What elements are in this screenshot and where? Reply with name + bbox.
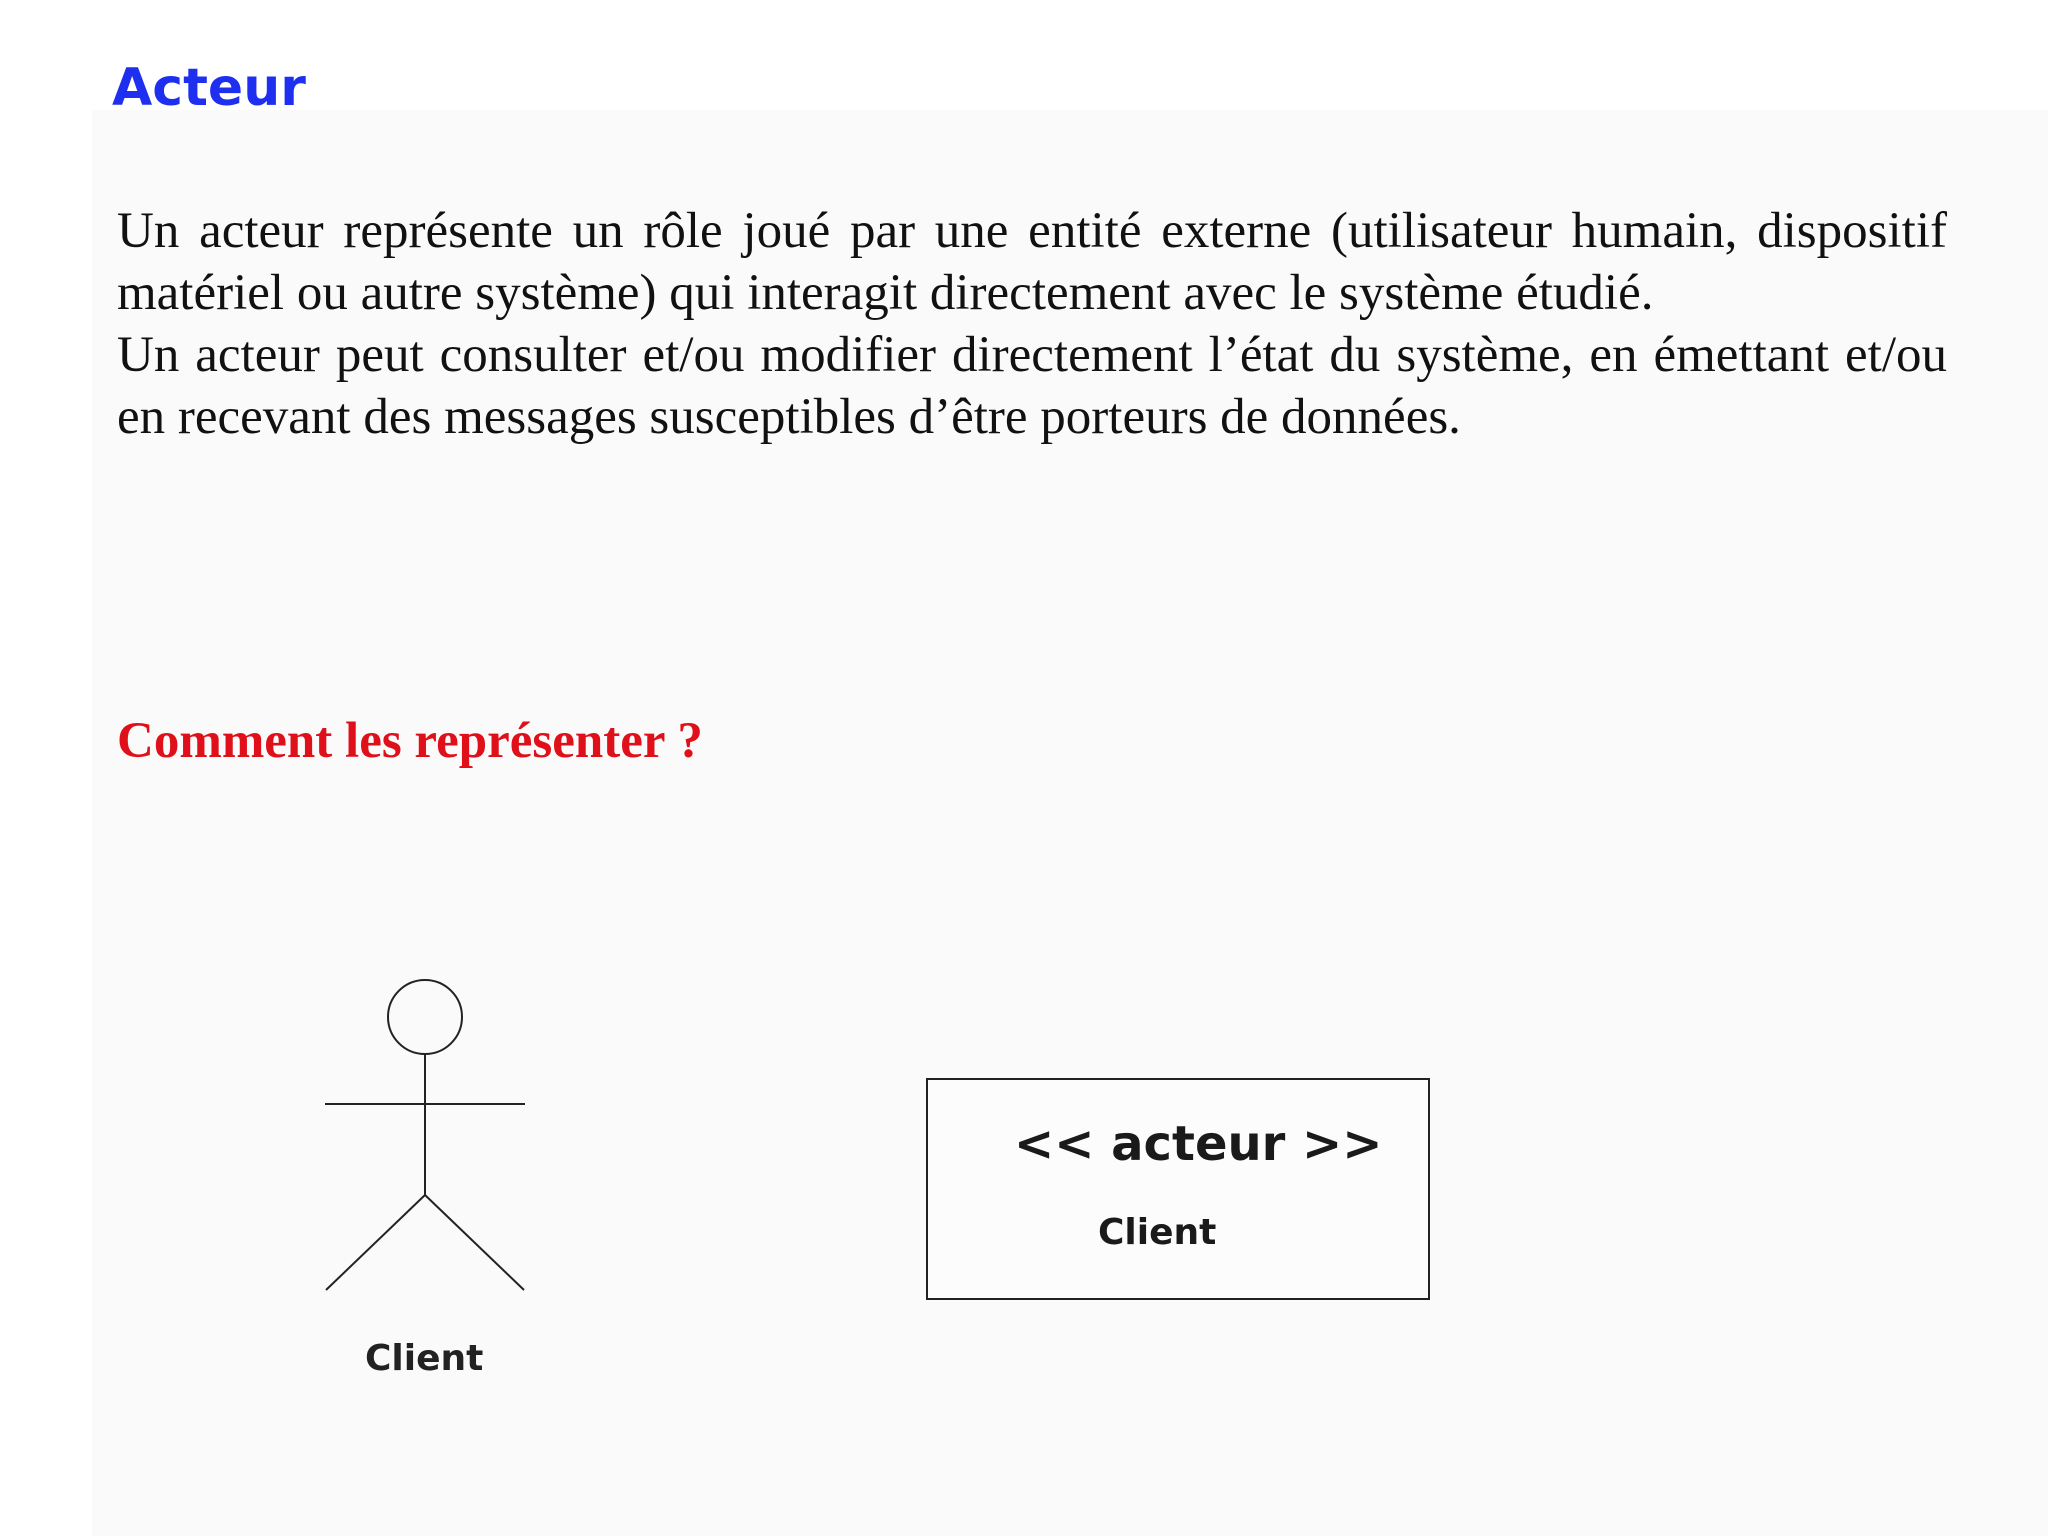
stereotype-label: << acteur >> bbox=[1014, 1116, 1383, 1172]
stick-figure-right-leg bbox=[425, 1195, 524, 1290]
stick-figure-label: Client bbox=[365, 1338, 484, 1379]
paragraph-interaction: Un acteur peut consulter et/ou modifier directement l’état du système, en émettant et/ou en recevant des messages susceptibles d’être porteurs de données. bbox=[117, 327, 1947, 445]
stick-figure-actor-icon bbox=[300, 970, 560, 1310]
stick-figure-left-leg bbox=[326, 1195, 425, 1290]
stick-figure-head bbox=[388, 980, 462, 1054]
definition-text bbox=[117, 200, 1947, 448]
actor-box-name: Client bbox=[1098, 1212, 1217, 1253]
paragraph-definition: Un acteur représente un rôle joué par une entité externe (utilisateur humain, dispositif matériel ou autre système) qui interagit directement avec le système étudié. bbox=[117, 203, 1947, 321]
slide-title: Acteur bbox=[112, 58, 306, 118]
stereotype-actor-box bbox=[926, 1078, 1430, 1300]
section-subtitle: Comment les représenter ? bbox=[117, 713, 703, 769]
